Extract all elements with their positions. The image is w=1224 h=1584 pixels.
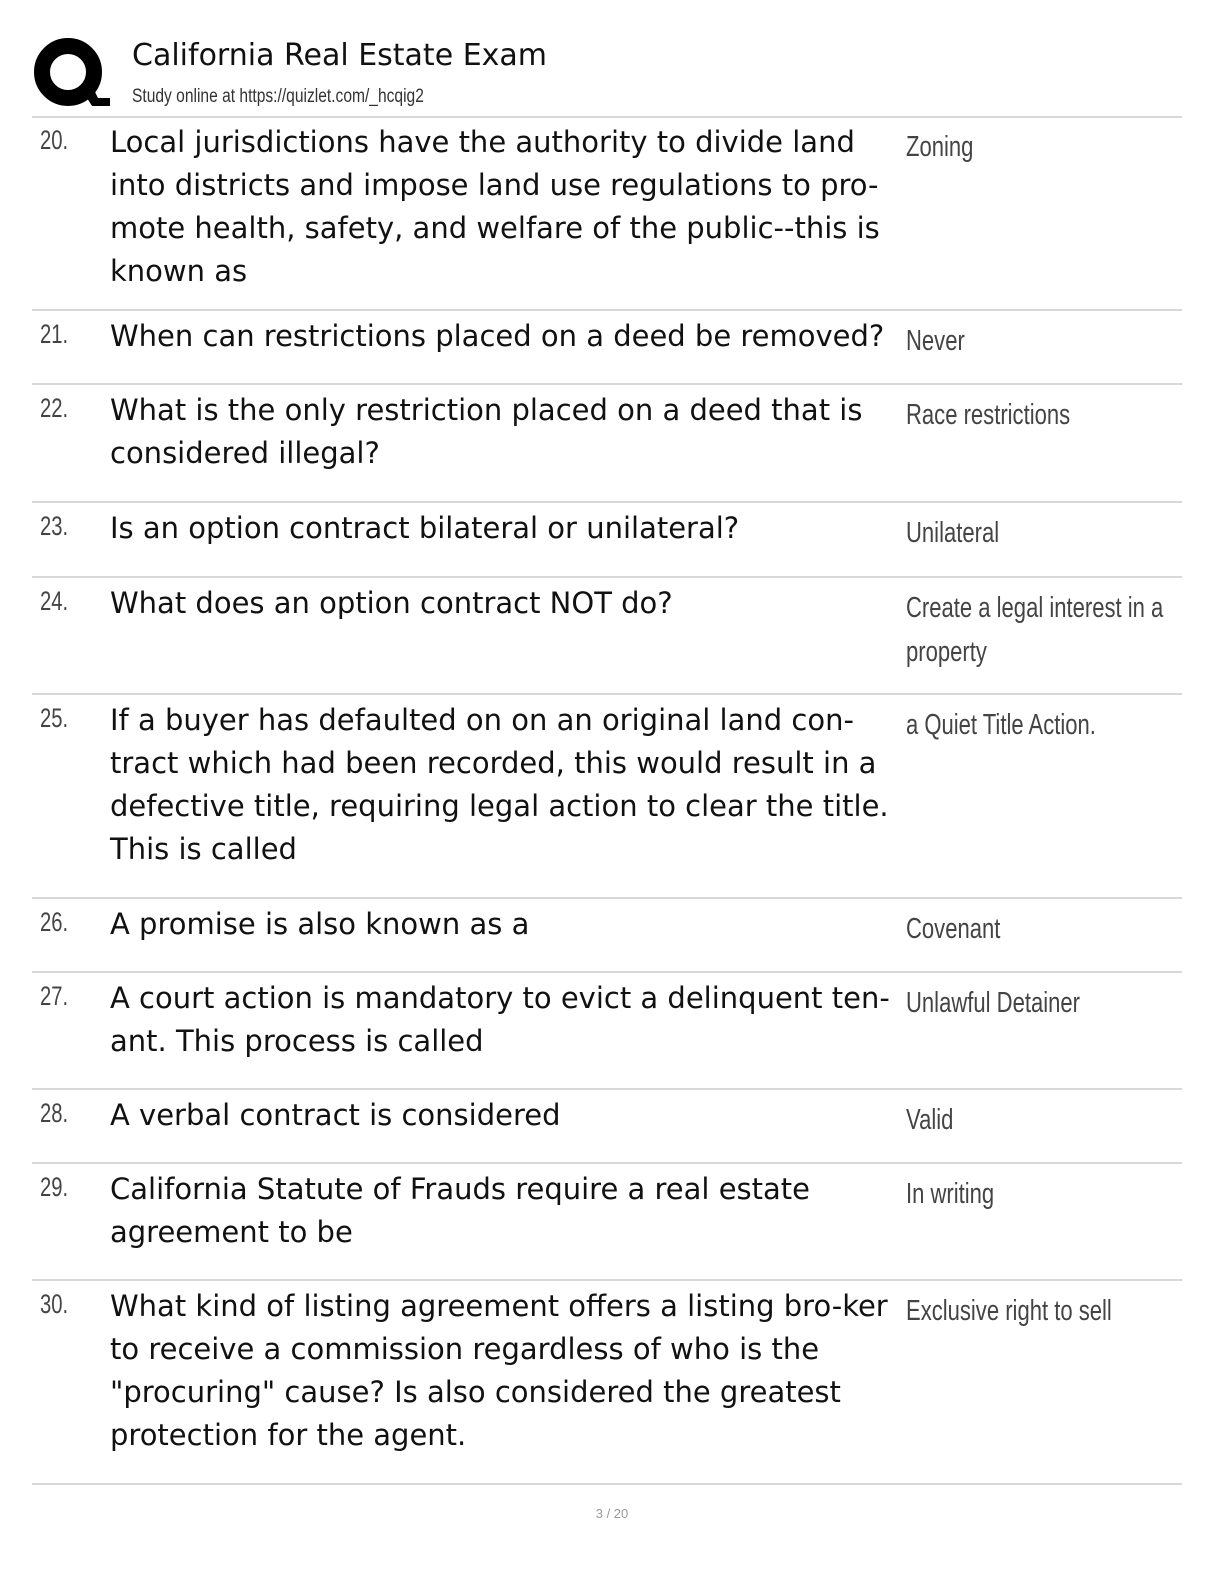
card-definition: In writing [906, 1178, 995, 1210]
flashcard-row [32, 1281, 1182, 1485]
page-header [32, 30, 1182, 116]
flashcard-row [32, 1090, 1182, 1164]
card-number: 22. [40, 393, 69, 423]
card-term: Local jurisdictions have the authority to divide land into districts and impose land use regulations to pro-mote health, safety, and welfare of the public--this is known as [110, 125, 880, 288]
flashcard-row [32, 578, 1182, 695]
card-number: 28. [40, 1098, 69, 1128]
card-number: 21. [40, 319, 69, 349]
card-number: 29. [40, 1172, 69, 1202]
card-number: 30. [40, 1289, 69, 1319]
card-term: What is the only restriction placed on a deed that is considered illegal? [110, 393, 863, 470]
flashcard-row [32, 973, 1182, 1090]
card-definition: Unlawful Detainer [906, 987, 1080, 1019]
flashcard-row [32, 117, 1182, 311]
flashcard-list [32, 117, 1182, 1485]
card-definition: Covenant [906, 913, 1001, 945]
flashcard-row [32, 385, 1182, 503]
card-number: 20. [40, 125, 69, 155]
card-term: If a buyer has defaulted on on an original land con-tract which had been recorded, this would result in a defective title, requiring legal action to clear the title. This is called [110, 703, 889, 866]
card-definition: Unilateral [906, 517, 1000, 549]
quizlet-logo-icon [32, 34, 112, 114]
flashcard-row [32, 311, 1182, 385]
flashcard-row [32, 899, 1182, 973]
card-number: 24. [40, 586, 69, 616]
card-term: When can restrictions placed on a deed be removed? [110, 319, 885, 353]
card-definition: Valid [906, 1104, 954, 1136]
deck-title: California Real Estate Exam [132, 38, 548, 73]
card-definition: Race restrictions [906, 399, 1071, 431]
card-number: 27. [40, 981, 69, 1011]
flashcard-row [32, 1164, 1182, 1281]
card-definition: a Quiet Title Action. [906, 709, 1096, 741]
card-term: A verbal contract is considered [110, 1098, 561, 1132]
card-term: A promise is also known as a [110, 907, 530, 941]
study-online-link[interactable]: Study online at https://quizlet.com/_hcqig2 [132, 86, 424, 107]
card-definition: Never [906, 325, 965, 357]
card-number: 23. [40, 511, 69, 541]
card-definition: Zoning [906, 131, 974, 163]
card-number: 25. [40, 703, 69, 733]
card-term: What does an option contract NOT do? [110, 586, 673, 620]
card-term: What kind of listing agreement offers a listing bro-ker to receive a commission regardless of who is the "procuring" cause? Is also considered the greatest protection for the agent. [110, 1289, 888, 1452]
card-term: A court action is mandatory to evict a delinquent ten-ant. This process is called [110, 981, 890, 1058]
flashcard-row [32, 695, 1182, 899]
card-term: California Statute of Frauds require a real estate agreement to be [110, 1172, 810, 1249]
card-number: 26. [40, 907, 69, 937]
card-definition: Exclusive right to sell [906, 1295, 1112, 1327]
page-number: 3 / 20 [595, 1506, 629, 1521]
card-term: Is an option contract bilateral or unilateral? [110, 511, 740, 545]
card-definition: Create a legal interest in a property [906, 592, 1164, 668]
flashcard-row [32, 503, 1182, 578]
